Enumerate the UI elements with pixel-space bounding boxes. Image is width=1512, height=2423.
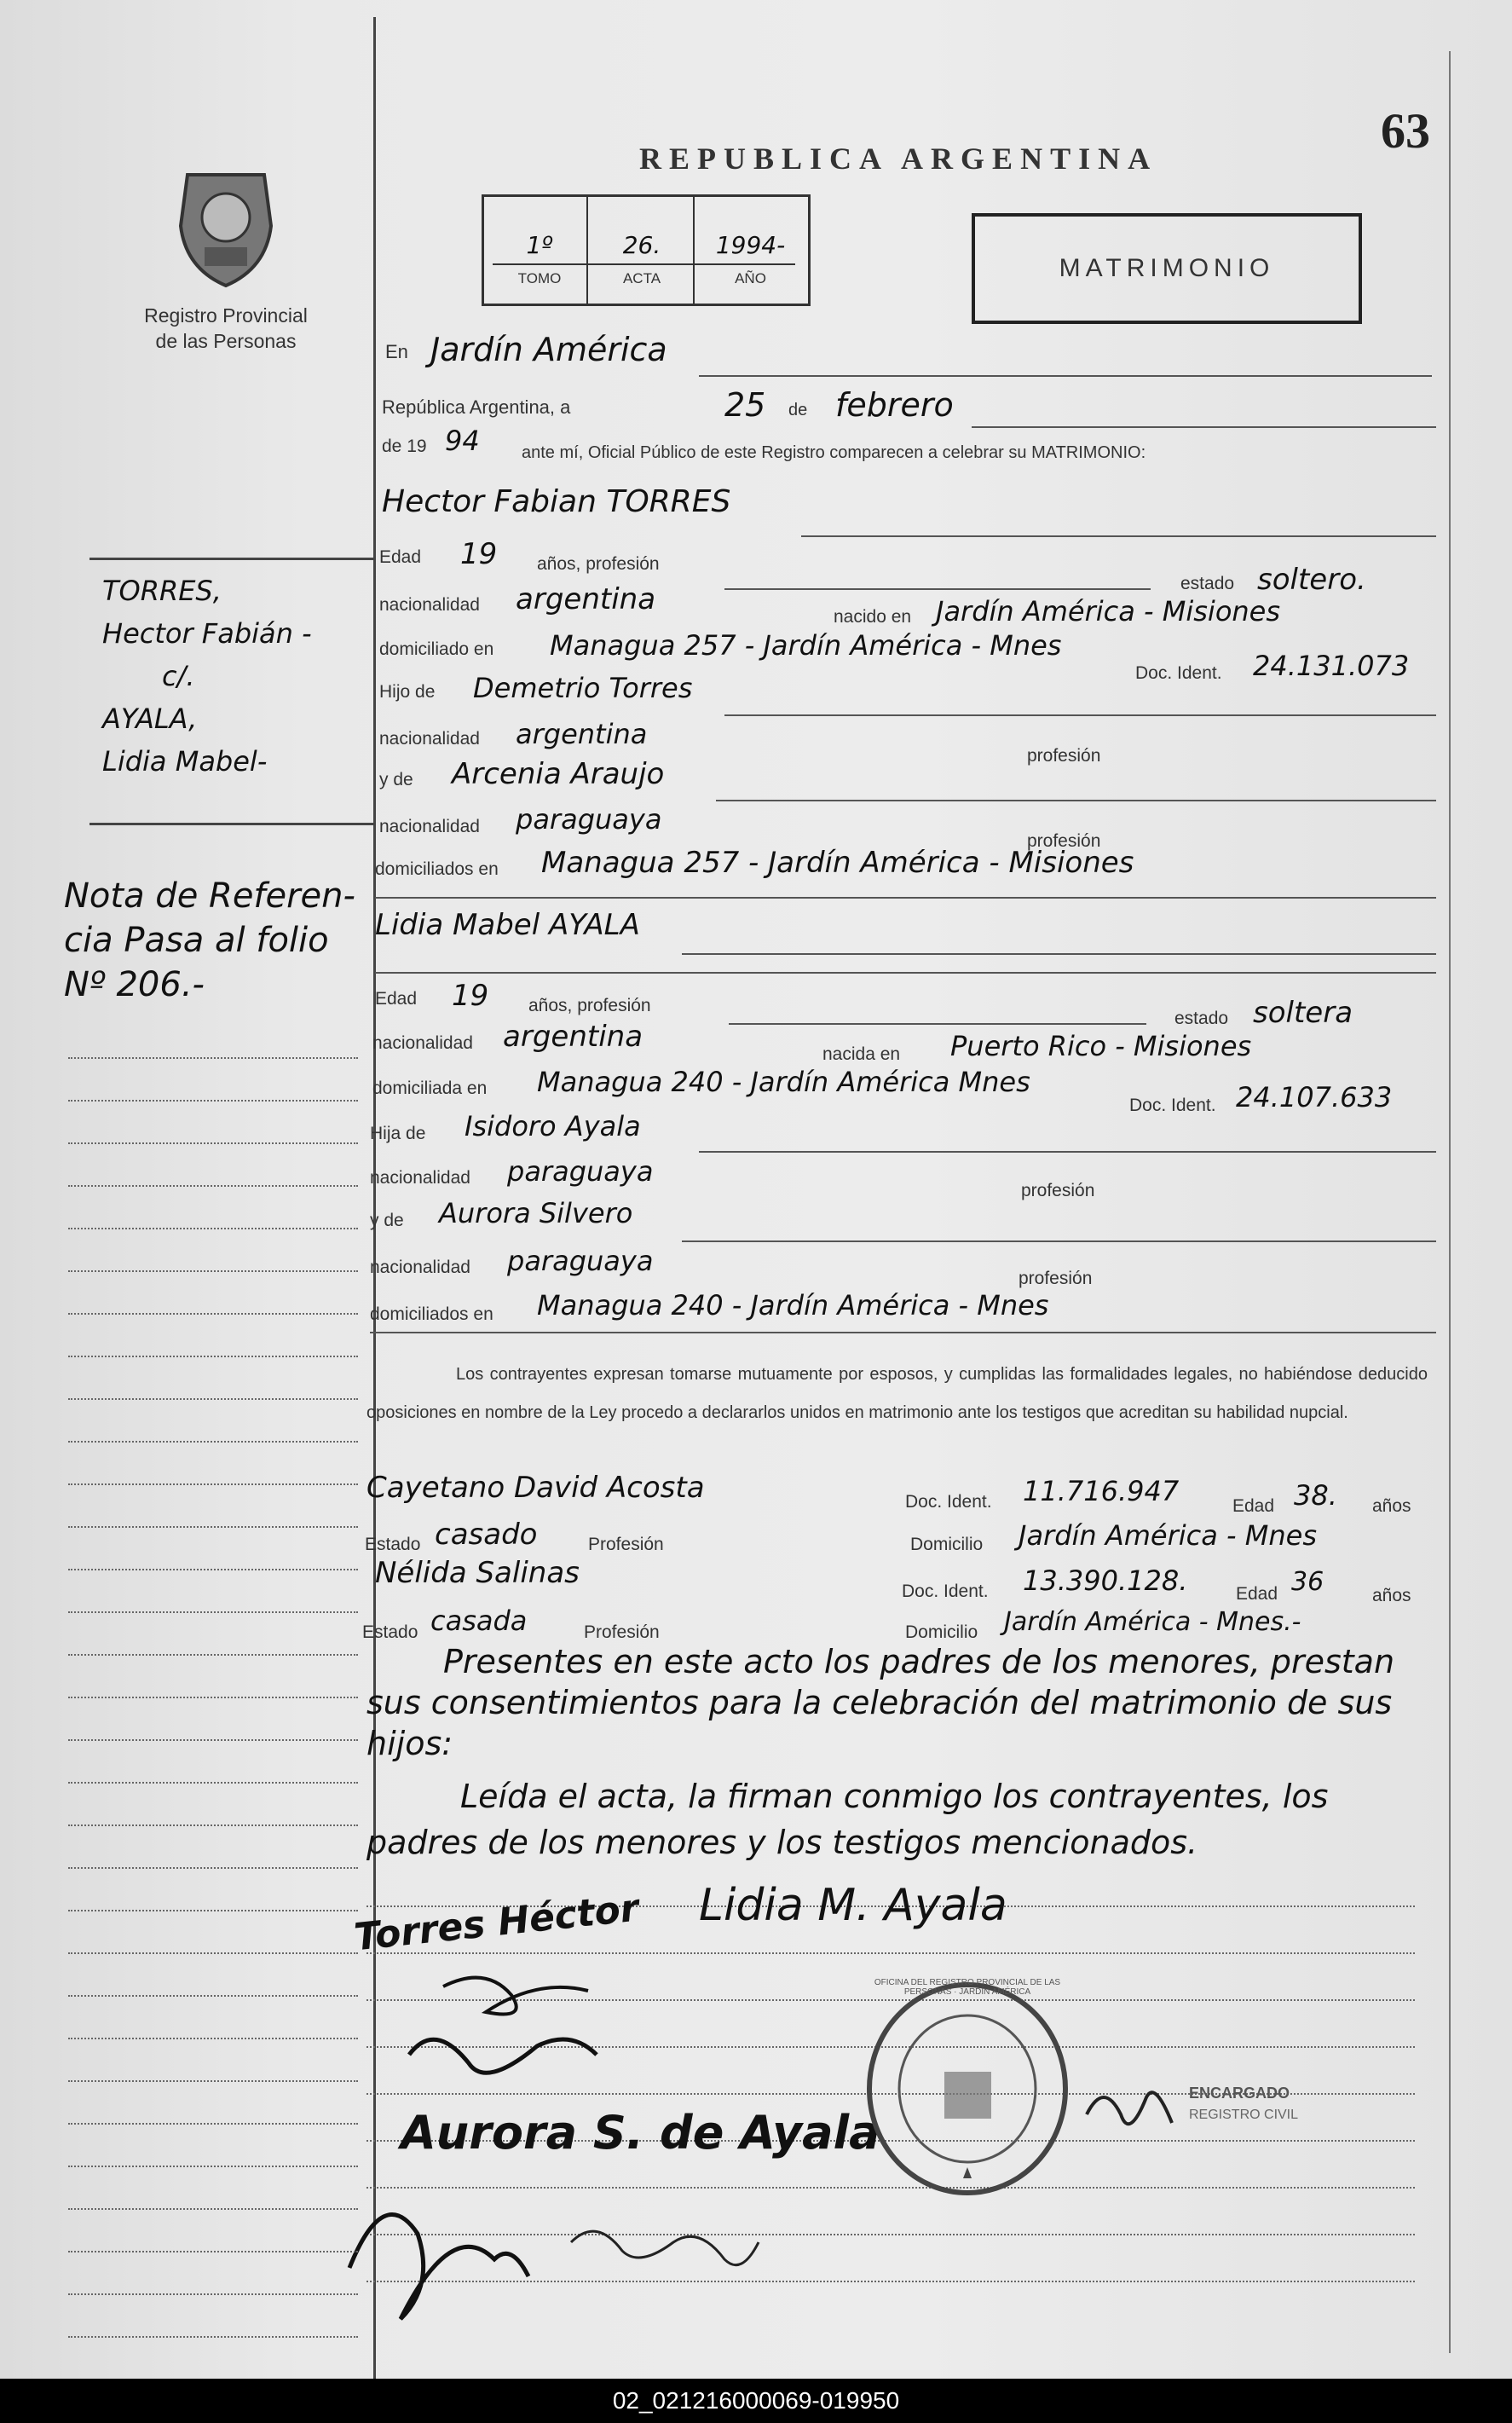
year-label: de 19	[382, 437, 427, 456]
bride-padre-nac: paraguaya	[507, 1155, 654, 1188]
acta-label: ACTA	[622, 270, 661, 286]
witness2-estado: casada	[430, 1605, 528, 1637]
margin-reference-line3: Nº 206.-	[64, 965, 205, 1004]
bride-dom-label: domiciliada en	[372, 1078, 488, 1098]
stamp-round-text: OFICINA DEL REGISTRO PROVINCIAL DE LAS PERSONAS · JARDÍN AMÉRICA	[874, 1978, 1061, 1997]
acta-value: 26.	[622, 231, 661, 259]
groom-nacionalidad: argentina	[516, 582, 656, 616]
groom-estado-label: estado	[1180, 574, 1235, 593]
groom-doms-label: domiciliados en	[375, 859, 499, 879]
groom-nacido-label: nacido en	[834, 607, 912, 627]
bride-edad-label: Edad	[375, 989, 418, 1009]
bride-doc: 24.107.633	[1236, 1081, 1393, 1113]
witness1-doc-label: Doc. Ident.	[905, 1492, 992, 1512]
agency-name-line1: Registro Provincial	[144, 304, 308, 327]
bride-anos-label: años, profesión	[528, 996, 651, 1015]
groom-nac-label: nacionalidad	[379, 595, 480, 615]
witness2-estado-label: Estado	[362, 1622, 418, 1642]
bride-estado-label: estado	[1174, 1009, 1229, 1028]
witness2-profesion-label: Profesión	[584, 1622, 660, 1642]
consent-note: Presentes en este acto los padres de los menores, prestan sus consentimientos para la celebración del matrimonio de sus hijos:	[366, 1643, 1395, 1762]
margin-names	[102, 570, 312, 783]
margin-reference-line2: cia Pasa al folio	[64, 921, 329, 960]
groom-yde-label: y de	[379, 770, 413, 789]
margin-names-line3: c/.	[162, 660, 195, 692]
officer-line2: REGISTRO CIVIL	[1189, 2108, 1299, 2122]
republica-label: República Argentina, a	[382, 396, 571, 418]
record-type-box: MATRIMONIO	[972, 213, 1362, 324]
margin-names-line4: AYALA,	[102, 703, 198, 735]
officer-line1: ENCARGADO	[1189, 2085, 1290, 2102]
groom-domicilio: Managua 257 - Jardín América - Mnes	[550, 629, 1062, 662]
witness1-edad: 38.	[1294, 1479, 1337, 1512]
bride-domicilio: Managua 240 - Jardín América Mnes	[537, 1066, 1030, 1098]
signature-bride: Lidia M. Ayala	[699, 1880, 1007, 1931]
closing-note: Leída el acta, la firman conmigo los contrayentes, los padres de los menores y los testigos mencionados.	[366, 1778, 1329, 1861]
bride-name: Lidia Mabel AYALA	[375, 908, 640, 942]
official-round-stamp-icon	[861, 1978, 1074, 2200]
groom-anos-label: años, profesión	[537, 554, 660, 574]
margin-names-line5: Lidia Mabel-	[102, 745, 268, 778]
groom-madre: Arcenia Araujo	[452, 757, 665, 791]
bride-nac-label: nacionalidad	[372, 1033, 473, 1053]
bride-doms-label: domiciliados en	[370, 1304, 493, 1324]
groom-estado: soltero.	[1257, 563, 1366, 597]
bride-domicilio-padres: Managua 240 - Jardín América - Mnes	[537, 1289, 1049, 1321]
margin-reference-note	[64, 874, 355, 1007]
bride-nacionalidad: argentina	[503, 1020, 643, 1054]
bride-hija-label: Hija de	[370, 1124, 426, 1143]
witness2-domicilio-label: Domicilio	[905, 1622, 978, 1642]
margin-names-line1: TORRES,	[102, 575, 222, 607]
groom-edad-label: Edad	[379, 547, 422, 567]
bride-padre-nac-label: nacionalidad	[370, 1168, 470, 1188]
witness1-edad-label: Edad	[1232, 1496, 1275, 1516]
declaration-text: Los contrayentes expresan tomarse mutuamente por esposos, y cumplidas las formalidades legales, no habiéndose deducido oposiciones en nombre de la Ley procedo a declararlos unidos en matrimonio ante los testigos que acreditan su habilidad nupcial.	[366, 1365, 1428, 1422]
witness2-doc: 13.390.128.	[1023, 1564, 1188, 1597]
witness1-name: Cayetano David Acosta	[366, 1471, 705, 1505]
groom-name: Hector Fabian TORRES	[382, 484, 731, 519]
bride-doc-label: Doc. Ident.	[1129, 1096, 1216, 1115]
agency-name-line2: de las Personas	[155, 330, 297, 352]
witness2-domicilio: Jardín América - Mnes.-	[1004, 1607, 1301, 1637]
ano-label: AÑO	[735, 270, 766, 286]
groom-madre-nac: paraguaya	[516, 803, 662, 836]
bride-padre: Isidoro Ayala	[465, 1110, 641, 1142]
groom-padre: Demetrio Torres	[473, 672, 693, 704]
ano-value: 1994-	[715, 231, 786, 259]
groom-padre-nac-label: nacionalidad	[379, 729, 480, 749]
bride-padre-prof-label: profesión	[1021, 1181, 1095, 1200]
signature-groom: Torres Héctor	[352, 1886, 641, 1960]
witness1-domicilio-label: Domicilio	[910, 1535, 984, 1554]
image-id-footer: 02_021216000069-019950	[0, 2379, 1512, 2423]
bride-estado: soltera	[1253, 996, 1353, 1030]
bride-madre-nac: paraguaya	[507, 1245, 654, 1277]
right-rule	[1449, 51, 1451, 2353]
ante-text: ante mí, Oficial Público de este Registro comparecen a celebrar su MATRIMONIO:	[522, 443, 1146, 462]
tomo-value: 1º	[526, 231, 553, 259]
groom-doc-label: Doc. Ident.	[1135, 663, 1222, 683]
month-value: febrero	[835, 386, 954, 424]
groom-nacido: Jardín América - Misiones	[936, 595, 1281, 627]
groom-padre-nac: argentina	[516, 718, 648, 750]
bride-madre-nac-label: nacionalidad	[370, 1258, 470, 1277]
witness1-estado: casado	[435, 1518, 538, 1552]
bride-madre: Aurora Silvero	[439, 1197, 633, 1229]
day-value: 25	[724, 386, 766, 424]
officer-stamp	[1078, 2072, 1376, 2148]
groom-madre-prof-label: profesión	[1027, 831, 1101, 851]
groom-domicilio-padres: Managua 257 - Jardín América - Misiones	[541, 846, 1134, 880]
year-value: 94	[445, 425, 480, 457]
de-label: de	[788, 401, 808, 419]
tomo-label: TOMO	[517, 270, 562, 286]
signature-scribbles-icon	[315, 1961, 912, 2345]
witness2-edad-label: Edad	[1236, 1584, 1278, 1604]
margin-names-line2: Hector Fabián -	[102, 617, 312, 650]
bride-madre-prof-label: profesión	[1019, 1269, 1093, 1288]
groom-edad: 19	[460, 537, 498, 571]
groom-madre-nac-label: nacionalidad	[379, 817, 480, 836]
witness1-anos-label: años	[1372, 1496, 1411, 1516]
groom-hijo-label: Hijo de	[379, 682, 436, 702]
groom-doc: 24.131.073	[1253, 650, 1410, 682]
bride-nacida-label: nacida en	[822, 1044, 901, 1064]
witness1-domicilio: Jardín América - Mnes	[1019, 1519, 1317, 1552]
witness1-estado-label: Estado	[365, 1535, 421, 1554]
witness2-edad: 36	[1291, 1567, 1324, 1597]
country-title: REPUBLICA ARGENTINA	[639, 142, 1158, 176]
witness2-name: Nélida Salinas	[375, 1556, 580, 1590]
groom-padre-prof-label: profesión	[1027, 746, 1101, 766]
witness1-profesion-label: Profesión	[588, 1535, 664, 1554]
groom-dom-label: domiciliado en	[379, 639, 494, 659]
page-number: 63	[1381, 103, 1430, 159]
provincial-emblem-icon	[170, 166, 281, 290]
witness1-doc: 11.716.947	[1023, 1475, 1180, 1507]
bride-edad: 19	[452, 979, 489, 1013]
witness2-anos-label: años	[1372, 1586, 1411, 1605]
bride-yde-label: y de	[370, 1211, 404, 1230]
bride-nacida: Puerto Rico - Misiones	[950, 1030, 1252, 1062]
witness2-doc-label: Doc. Ident.	[902, 1582, 989, 1601]
en-label: En	[385, 341, 408, 362]
en-value: Jardín América	[430, 331, 667, 368]
signature-mother: Aurora S. de Ayala	[401, 2106, 880, 2160]
margin-reference-line1: Nota de Referen-	[64, 876, 355, 916]
tomo-acta-ano-box	[482, 194, 811, 306]
